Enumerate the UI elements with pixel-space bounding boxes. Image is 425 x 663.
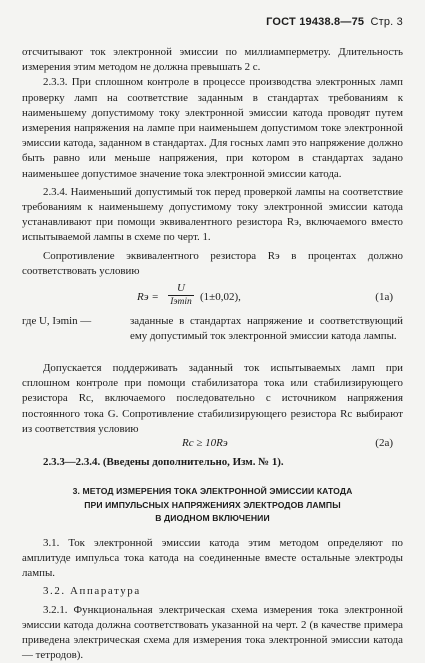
subsection-3-2-heading: 3.2. Аппаратура	[43, 585, 141, 598]
formula-denominator: Iэmin	[170, 297, 192, 308]
paragraph-intro: отсчитывают ток электронной эмиссии по миллиамперметру. Длительность измерения этим методом не должна превышать 2 с.	[22, 46, 403, 74]
where-lead: где U, Iэmin —	[22, 315, 92, 328]
formula-lhs: Rэ =	[137, 291, 159, 304]
paragraph-support: Допускается поддерживать заданный ток испытываемых ламп при сплошном контроле при помощи стабилизатора тока или стабилизирующего резистора Rс, включаемого последовательно с источником напряжения постоянного тока G. Сопротивление стабилизирующего резистора Rс выбирают из соответствия условию	[22, 362, 403, 435]
paragraph-resistance: Сопротивление эквивалентного резистора Rэ в процентах должно соответствовать условию	[22, 249, 403, 277]
section-3-heading-line1: 3. МЕТОД ИЗМЕРЕНИЯ ТОКА ЭЛЕКТРОННОЙ ЭМИССИИ КАТОДА	[72, 486, 353, 497]
page-number: Стр. 3	[370, 16, 403, 28]
paragraph-3-1: 3.1. Ток электронной эмиссии катода этим методом определяют по амплитуде импульса тока катода на соединенные вместе остальные электроды лампы.	[22, 536, 403, 580]
formula2-number: (2а)	[375, 437, 393, 450]
document-body	[22, 45, 403, 663]
formula-fraction	[168, 282, 194, 308]
formula-rest: (1±0,02),	[200, 291, 241, 304]
section-3-heading-line3: В ДИОДНОМ ВКЛЮЧЕНИИ	[155, 513, 270, 524]
formula2-expression: Rс ≥ 10Rэ	[182, 437, 228, 450]
where-description: заданные в стандартах напряжение и соответствующий ему допустимый ток электронной эмиссии катода лампы.	[130, 315, 403, 343]
standard-number: ГОСТ 19438.8—75	[266, 16, 365, 28]
amendment-note: 2.3.3—2.3.4. (Введены дополнительно, Изм. № 1).	[43, 456, 284, 469]
section-3-heading	[22, 485, 403, 526]
section-3-heading-line2: ПРИ ИМПУЛЬСНЫХ НАПРЯЖЕНИЯХ ЭЛЕКТРОДОВ ЛАМПЫ	[84, 499, 341, 510]
paragraph-3-2-1: 3.2.1. Функциональная электрическая схема измерения тока электронной эмиссии катода должна соответствовать указанной на черт. 2 (в качестве примера приведена электрическая схема для измерения тока электронной эмиссии катода — тетродов).	[22, 603, 403, 662]
where-clause	[22, 314, 403, 361]
paragraph-2-3-3: 2.3.3. При сплошном контроле в процессе производства электронных ламп проверку ламп на соответствие заданным в стандартах требованиям к наименьшему допустимому току электронной эмиссии катода проводят путем измерения напряжения на лампе при наименьшем допустимом токе электронной эмиссии катода, заданном в стандартах. Для госных ламп это напряжение должно быть равно или меньше напряжения, при котором в стандартах задано наименьшее допустимое значение тока электронной эмиссии катода.	[22, 76, 403, 180]
formula-numerator: U	[177, 282, 185, 295]
page-header	[266, 16, 403, 28]
formula-1a	[22, 282, 403, 312]
formula-2a	[22, 437, 403, 453]
paragraph-2-3-4: 2.3.4. Наименьший допустимый ток перед проверкой лампы на соответствие требованиям к наименьшему допустимому току электронной эмиссии катода устанавливают при помощи эквивалентного резистора Rэ, включаемого вместо испытываемой лампы в схеме по черт. 1.	[22, 185, 403, 244]
formula-number: (1а)	[375, 291, 393, 304]
